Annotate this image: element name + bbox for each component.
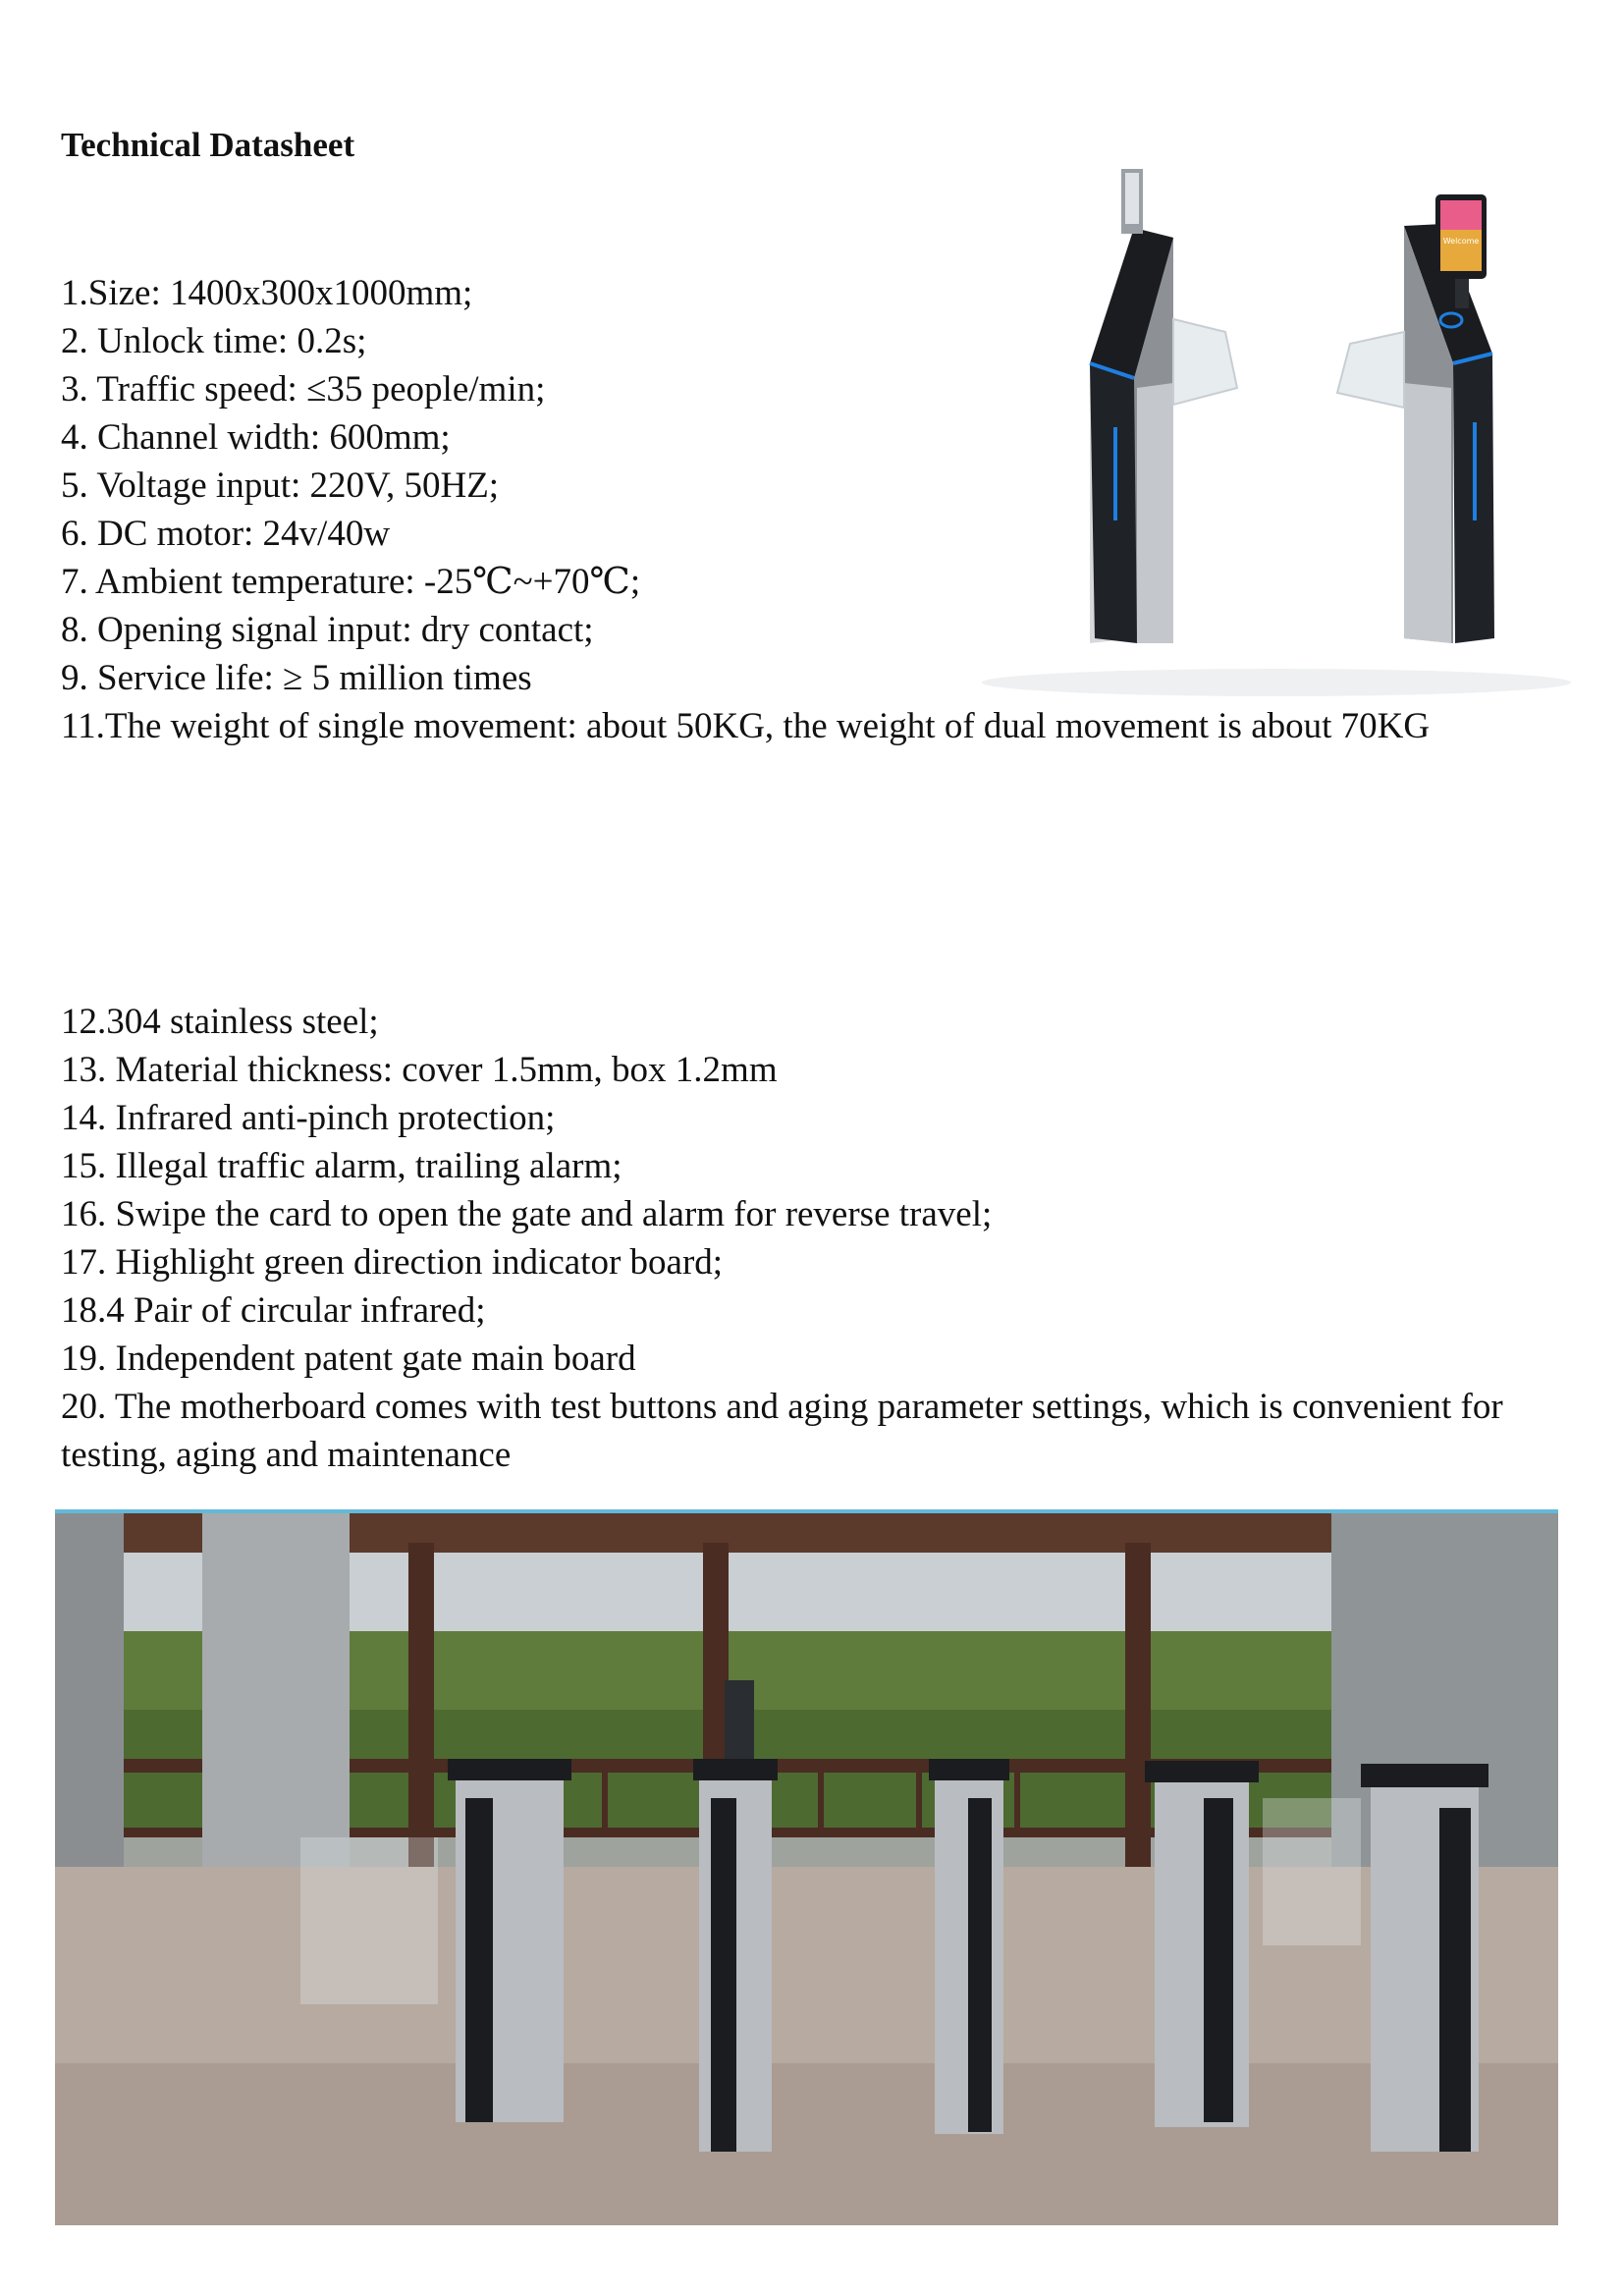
spec-item: 18.4 Pair of circular infrared; [61,1290,486,1331]
spec-item: 17. Highlight green direction indicator board; [61,1242,724,1283]
spec-item: 13. Material thickness: cover 1.5mm, box 1.2mm [61,1050,778,1090]
spec-item: 16. Swipe the card to open the gate and alarm for reverse travel; [61,1194,993,1234]
spec-item: 7. Ambient temperature: -25℃~+70℃; [61,562,641,602]
spec-item: 12.304 stainless steel; [61,1002,379,1042]
spec-item: 15. Illegal traffic alarm, trailing alarm; [61,1146,622,1186]
installation-photo [55,1509,1558,2225]
spec-item: 4. Channel width: 600mm; [61,417,451,458]
spec-item: 14. Infrared anti-pinch protection; [61,1098,556,1138]
spec-item: 6. DC motor: 24v/40w [61,514,391,554]
spec-list-bottom [61,998,1573,1479]
spec-item: 2. Unlock time: 0.2s; [61,321,367,361]
spec-item: 11.The weight of single movement: about 50KG, the weight of dual movement is about 70KG [61,706,1431,746]
spec-item: 9. Service life: ≥ 5 million times [61,658,532,698]
spec-item: 19. Independent patent gate main board [61,1339,636,1379]
product-image [972,147,1581,707]
document-title: Technical Datasheet [61,126,355,164]
spec-item: 3. Traffic speed: ≤35 people/min; [61,369,546,410]
spec-item: 5. Voltage input: 220V, 50HZ; [61,465,500,506]
spec-item: 20. The motherboard comes with test buttons and aging parameter settings, which is convenient for testing, aging and maintenance [61,1387,1503,1475]
spec-item: 1.Size: 1400x300x1000mm; [61,273,473,313]
screen-text: Welcome [1442,237,1480,246]
spec-item: 8. Opening signal input: dry contact; [61,610,594,650]
